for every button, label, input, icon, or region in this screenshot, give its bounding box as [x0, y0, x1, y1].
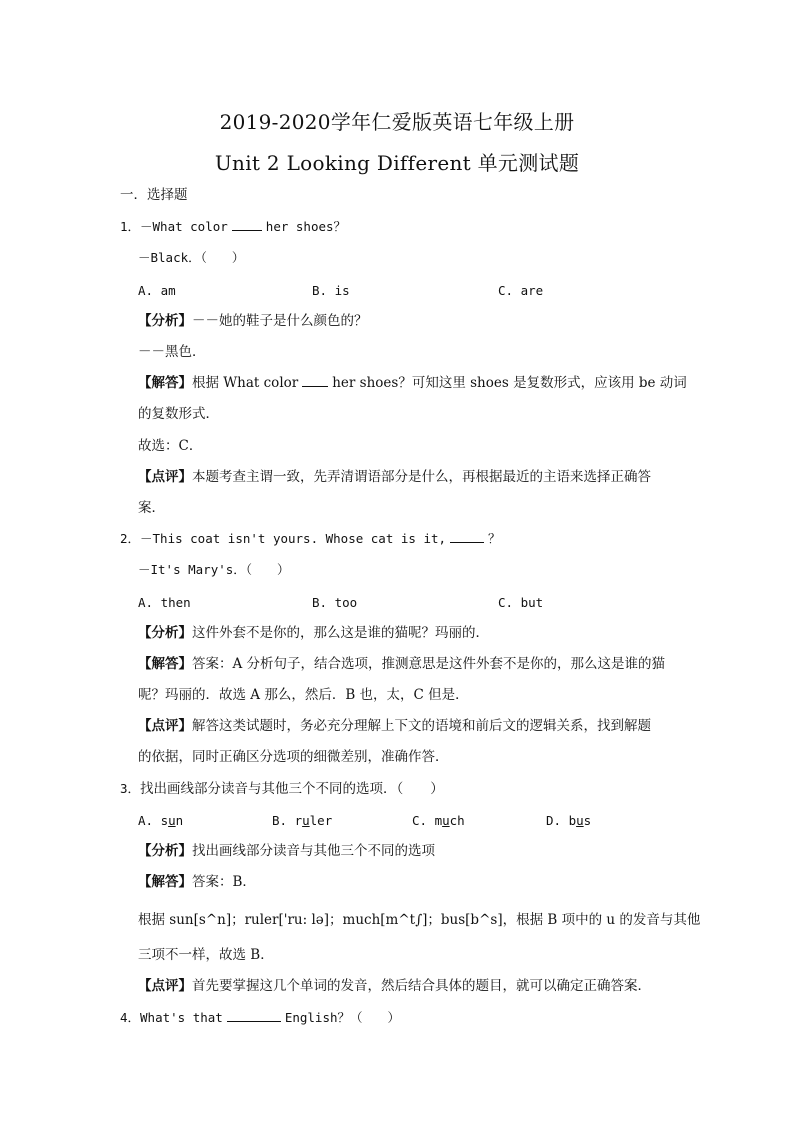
analysis-text: 找出画线部分读音与其他三个不同的选项 — [192, 843, 435, 859]
answer-blank — [302, 374, 328, 387]
comment-tag: 【点评】 — [138, 469, 192, 485]
question-1-reply: －Black．（ ） — [138, 250, 245, 265]
question-2-option-a: A. then — [138, 595, 191, 610]
answer-text: 根据 What color — [192, 375, 299, 391]
stem-text: －This coat isn't yours. Whose cat is it, — [140, 531, 447, 546]
document-title-line1: 2019-2020学年仁爱版英语七年级上册 — [219, 110, 575, 134]
underlined-letter: u — [168, 813, 176, 828]
option-text: B. r — [272, 813, 303, 828]
explanation-text: 根据 s — [138, 912, 177, 928]
explanation-text: un[s^n]；r — [176, 912, 252, 928]
question-1-comment — [138, 468, 651, 486]
question-3-option-d — [546, 813, 591, 828]
question-1-option-c: C. are — [498, 283, 544, 298]
explanation-text: uch[m^t∫]；b — [355, 912, 450, 928]
underlined-letter: u — [302, 813, 310, 828]
question-1-analysis — [138, 312, 368, 330]
question-2-analysis — [138, 624, 489, 642]
document-title-line2: Unit 2 Looking Different 单元测试题 — [214, 151, 580, 175]
question-number: 4． — [120, 1010, 141, 1025]
explanation-text: uler['ru: lə]；m — [251, 912, 356, 928]
question-2-option-b: B. too — [312, 595, 358, 610]
analysis-text: －－她的鞋子是什么颜色的？ — [192, 313, 368, 329]
question-1-option-a: A. am — [138, 283, 176, 298]
option-text: ler — [309, 813, 333, 828]
question-2-stem — [120, 530, 501, 548]
analysis-tag: 【分析】 — [138, 313, 192, 329]
question-3-explanation-2: 三项不一样，故选 B． — [138, 947, 274, 963]
question-3-option-b — [272, 813, 332, 828]
option-text: C. m — [412, 813, 443, 828]
answer-text: 答案：B． — [192, 874, 256, 890]
question-3-option-c — [412, 813, 465, 828]
answer-blank — [227, 1009, 281, 1022]
underlined-letter: u — [442, 813, 450, 828]
question-4-stem — [120, 1009, 400, 1027]
answer-tag: 【解答】 — [138, 656, 192, 672]
stem-text: ？ — [488, 531, 501, 546]
question-number: 3． — [120, 781, 141, 796]
stem-text: 找出画线部分读音与其他三个不同的选项．（ ） — [140, 781, 444, 797]
question-1-analysis-2: －－黑色． — [138, 344, 206, 360]
option-text: D. b — [546, 813, 577, 828]
analysis-text: 这件外套不是你的，那么这是谁的猫呢？玛丽的． — [192, 625, 489, 641]
question-number: 2． — [120, 531, 141, 546]
question-2-comment-2: 的依据，同时正确区分选项的细微差别，准确作答． — [138, 749, 449, 765]
question-1-comment-2: 案． — [138, 500, 165, 516]
question-2-comment — [138, 717, 651, 735]
question-3-comment — [138, 977, 651, 995]
question-1-stem — [120, 218, 346, 236]
question-2-reply: －It's Mary's．（ ） — [138, 562, 290, 577]
question-number: 1． — [120, 219, 141, 234]
answer-text: 答案：A 分析句子，结合选项，推测意思是这件外套不是你的，那么这是谁的猫 — [192, 656, 666, 672]
analysis-tag: 【分析】 — [138, 625, 192, 641]
question-3-option-a — [138, 813, 183, 828]
question-2-option-c: C. but — [498, 595, 544, 610]
question-3-stem — [120, 780, 444, 798]
option-text: A. s — [138, 813, 169, 828]
question-3-answer — [138, 873, 256, 891]
stem-text: What's that — [140, 1010, 223, 1025]
option-text: s — [583, 813, 592, 828]
answer-blank — [232, 218, 262, 231]
stem-text: her shoes？ — [265, 219, 347, 234]
question-1-option-b: B. is — [312, 283, 350, 298]
question-3-analysis — [138, 842, 435, 860]
explanation-text: us[b^s]，根据 B 项中的 u 的发音与其他 — [449, 912, 701, 928]
answer-tag: 【解答】 — [138, 375, 192, 391]
analysis-tag: 【分析】 — [138, 843, 192, 859]
question-1-answer — [138, 374, 687, 392]
question-1-choice: 故选：C． — [138, 438, 203, 454]
answer-text: her shoes？可知这里 shoes 是复数形式，应该用 be 动词 — [332, 375, 687, 391]
answer-tag: 【解答】 — [138, 874, 192, 890]
comment-text: 首先要掌握这几个单词的发音，然后结合具体的题目，就可以确定正确答案． — [192, 978, 651, 994]
stem-text: English？（ ） — [284, 1010, 401, 1025]
question-2-answer — [138, 655, 665, 673]
answer-blank — [450, 530, 484, 543]
option-text: n — [175, 813, 184, 828]
question-1-answer-2: 的复数形式． — [138, 406, 219, 422]
section-heading: 一．选择题 — [120, 187, 188, 203]
underlined-letter: u — [576, 813, 584, 828]
comment-tag: 【点评】 — [138, 718, 192, 734]
comment-tag: 【点评】 — [138, 978, 192, 994]
question-2-answer-2: 呢？玛丽的．故选 A 那么，然后．B 也，太，C 但是． — [138, 687, 469, 703]
comment-text: 本题考查主谓一致，先弄清谓语部分是什么，再根据最近的主语来选择正确答 — [192, 469, 651, 485]
option-text: ch — [449, 813, 465, 828]
comment-text: 解答这类试题时，务必充分理解上下文的语境和前后文的逻辑关系，找到解题 — [192, 718, 651, 734]
question-3-explanation — [138, 911, 700, 929]
stem-text: －What color — [140, 219, 228, 234]
